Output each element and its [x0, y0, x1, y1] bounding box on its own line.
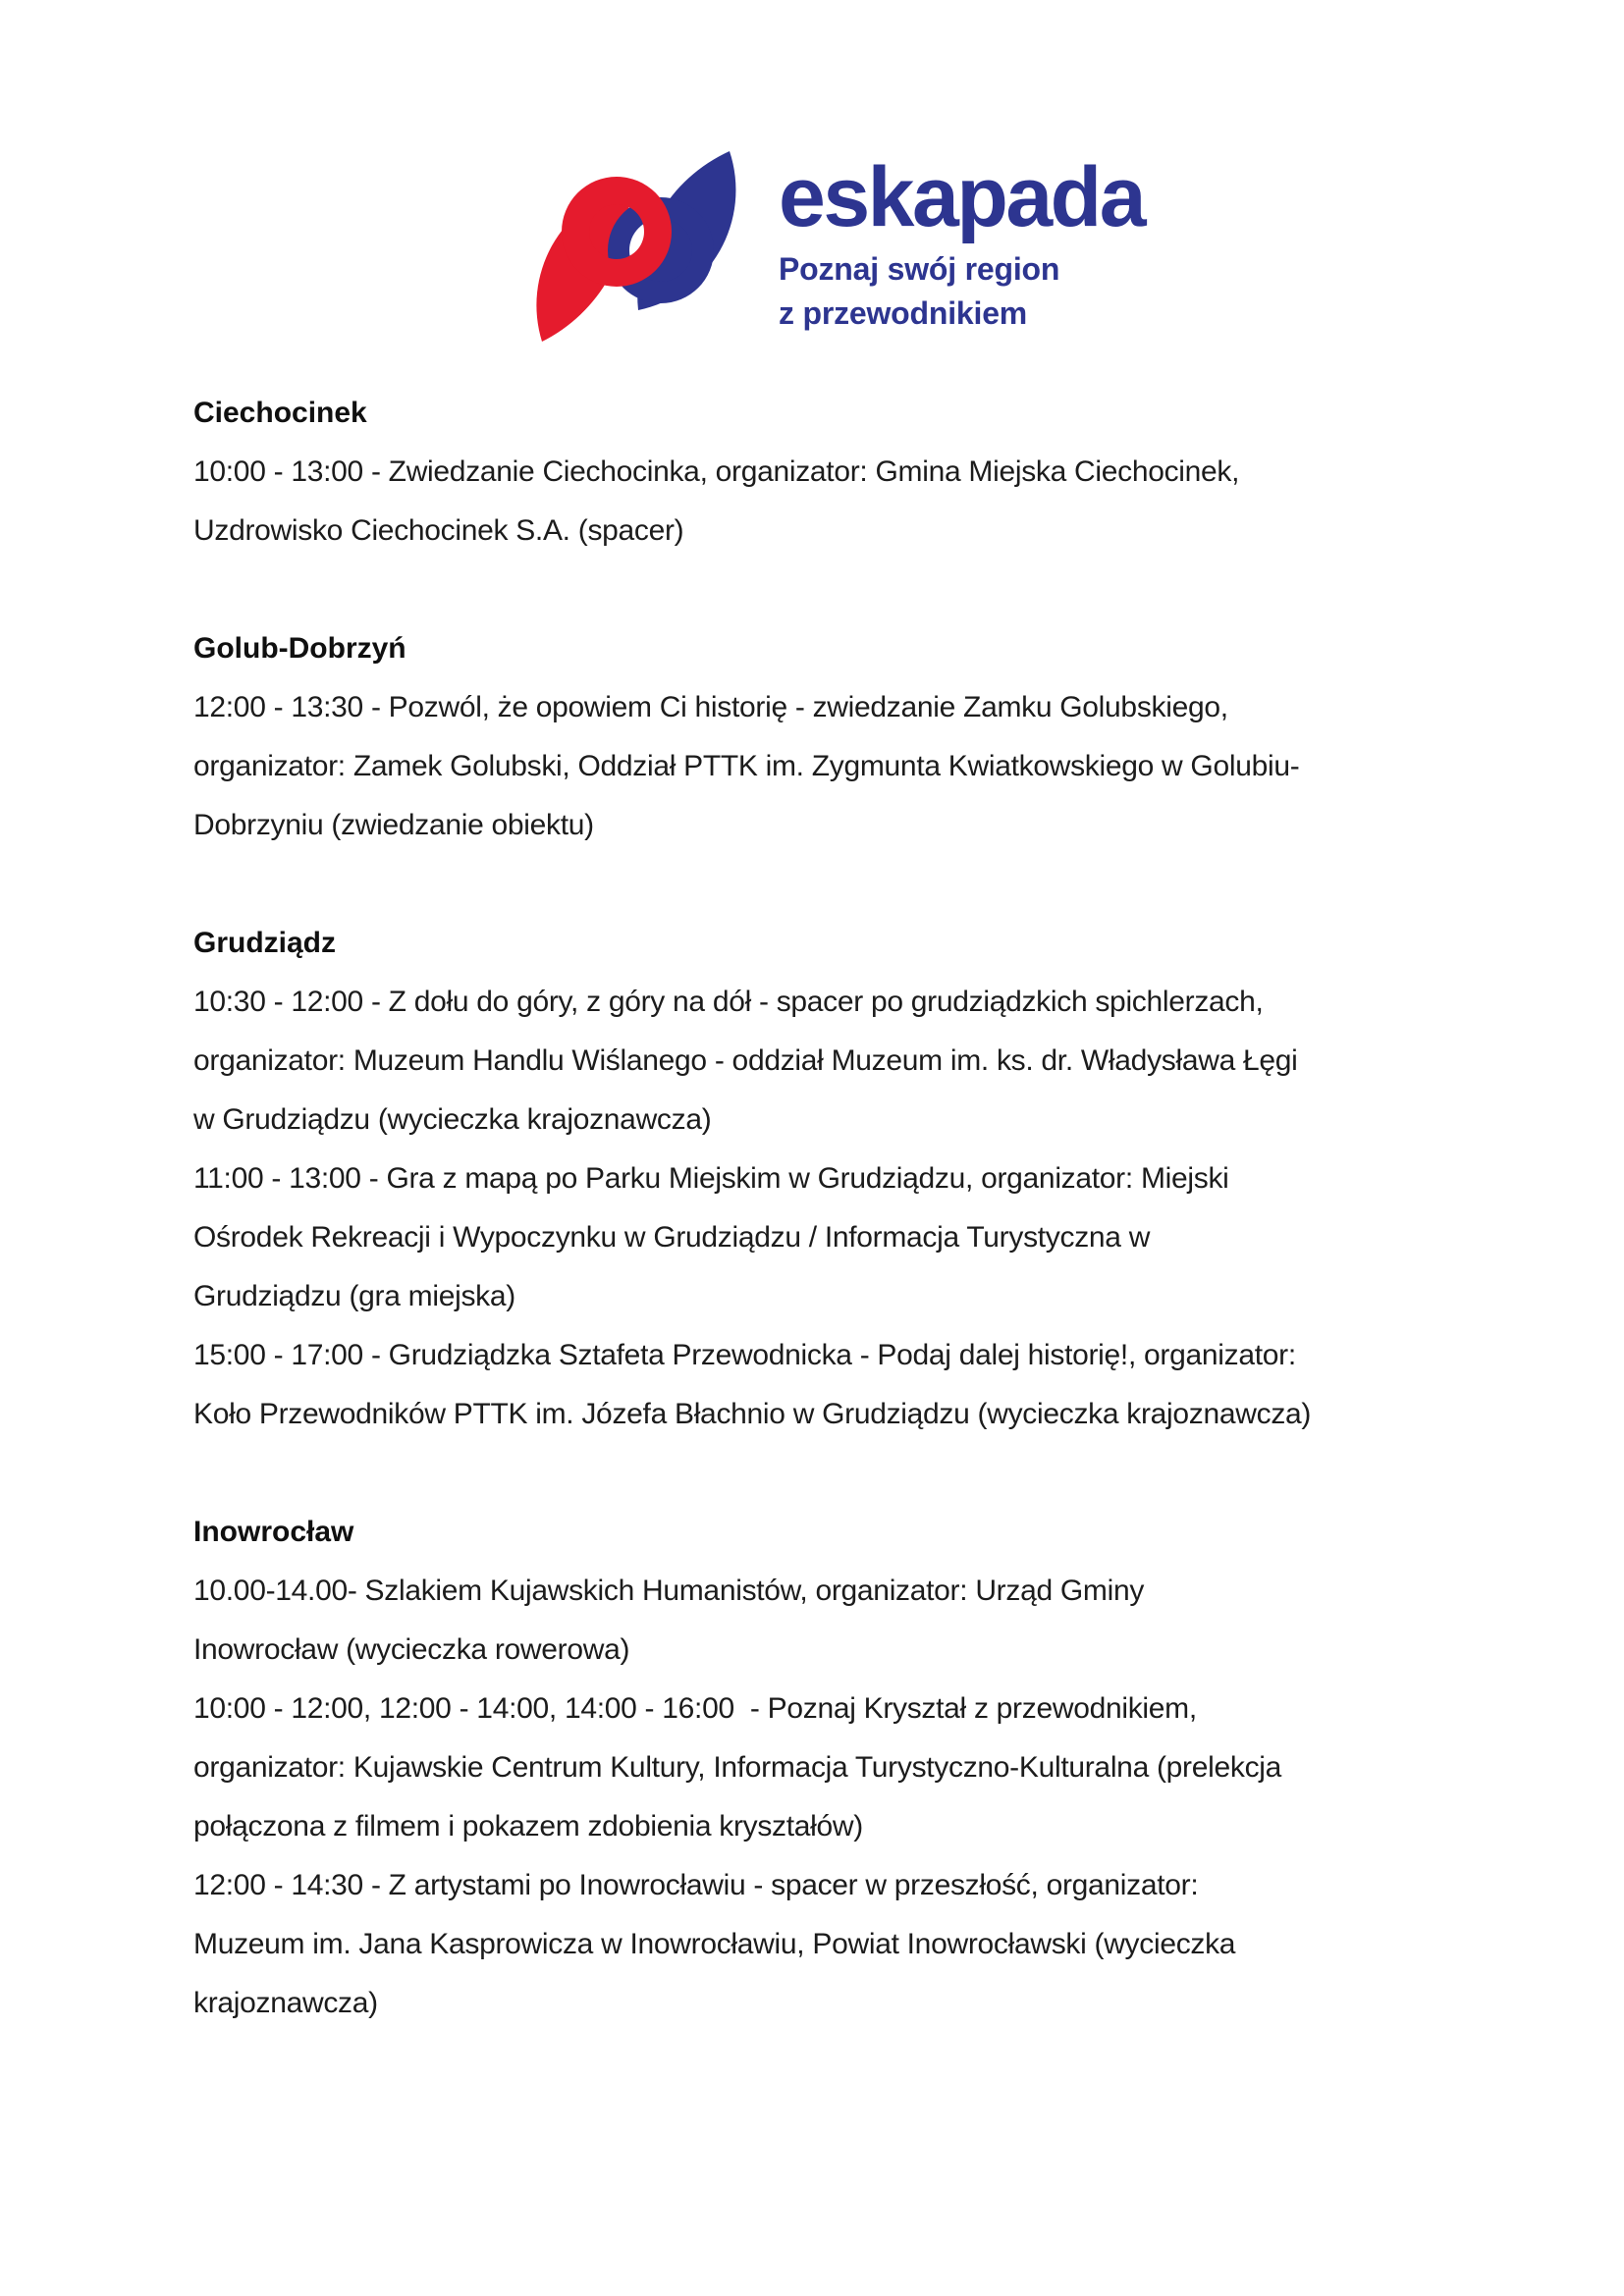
events-content	[193, 384, 1460, 2033]
event-line: 12:00 - 13:30 - Pozwól, że opowiem Ci historię - zwiedzanie Zamku Golubskiego,	[193, 691, 1228, 723]
event-line: organizator: Muzeum Handlu Wiślanego - oddział Muzeum im. ks. dr. Władysława Łęgi	[193, 1044, 1298, 1077]
event-line: Grudziądzu (gra miejska)	[193, 1280, 515, 1312]
brand-tagline-line1: Poznaj swój region	[779, 251, 1060, 287]
brand-tagline-line2: z przewodnikiem	[779, 295, 1028, 331]
event-line: 10:00 - 12:00, 12:00 - 14:00, 14:00 - 16:00 - Poznaj Kryształ z przewodnikiem,	[193, 1692, 1197, 1725]
event-line: Ośrodek Rekreacji i Wypoczynku w Grudziądzu / Informacja Turystyczna w	[193, 1221, 1151, 1254]
event-line: 10:00 - 13:00 - Zwiedzanie Ciechocinka, organizator: Gmina Miejska Ciechocinek,	[193, 455, 1240, 488]
section-spacer	[193, 561, 1460, 619]
eskapada-logo-icon	[530, 137, 766, 353]
event-line: Dobrzyniu (zwiedzanie obiektu)	[193, 809, 594, 841]
event-line: 15:00 - 17:00 - Grudziądzka Sztafeta Przewodnicka - Podaj dalej historię!, organizator:	[193, 1339, 1296, 1371]
event-line: 10.00-14.00- Szlakiem Kujawskich Humanistów, organizator: Urząd Gminy	[193, 1575, 1145, 1607]
brand-block	[779, 150, 1145, 336]
event-line: Inowrocław (wycieczka rowerowa)	[193, 1633, 630, 1666]
event-line: w Grudziądzu (wycieczka krajoznawcza)	[193, 1103, 712, 1136]
section-heading: Golub-Dobrzyń	[193, 632, 406, 665]
section-spacer	[193, 855, 1460, 914]
brand-name: eskapada	[779, 150, 1145, 244]
event-line: 10:30 - 12:00 - Z dołu do góry, z góry na dół - spacer po grudziądzkich spichlerzach,	[193, 986, 1264, 1018]
event-line: połączona z filmem i pokazem zdobienia kryształów)	[193, 1810, 863, 1842]
event-line: Muzeum im. Jana Kasprowicza w Inowrocławiu, Powiat Inowrocławski (wycieczka	[193, 1928, 1236, 1960]
event-line: organizator: Zamek Golubski, Oddział PTTK im. Zygmunta Kwiatkowskiego w Golubiu-	[193, 750, 1300, 782]
event-line: 12:00 - 14:30 - Z artystami po Inowrocławiu - spacer w przeszłość, organizator:	[193, 1869, 1199, 1901]
logo	[530, 137, 1145, 363]
section-spacer	[193, 1444, 1460, 1503]
brand-tagline	[779, 247, 1144, 336]
section-heading: Grudziądz	[193, 927, 337, 959]
event-line: 11:00 - 13:00 - Gra z mapą po Parku Miejskim w Grudziądzu, organizator: Miejski	[193, 1162, 1229, 1195]
event-line: Koło Przewodników PTTK im. Józefa Błachnio w Grudziądzu (wycieczka krajoznawcza)	[193, 1398, 1312, 1430]
event-line: Uzdrowisko Ciechocinek S.A. (spacer)	[193, 514, 684, 547]
section-heading: Inowrocław	[193, 1516, 354, 1548]
event-line: krajoznawcza)	[193, 1987, 378, 2019]
event-line: organizator: Kujawskie Centrum Kultury, Informacja Turystyczno-Kulturalna (prelekcja	[193, 1751, 1282, 1784]
section-heading: Ciechocinek	[193, 397, 367, 429]
